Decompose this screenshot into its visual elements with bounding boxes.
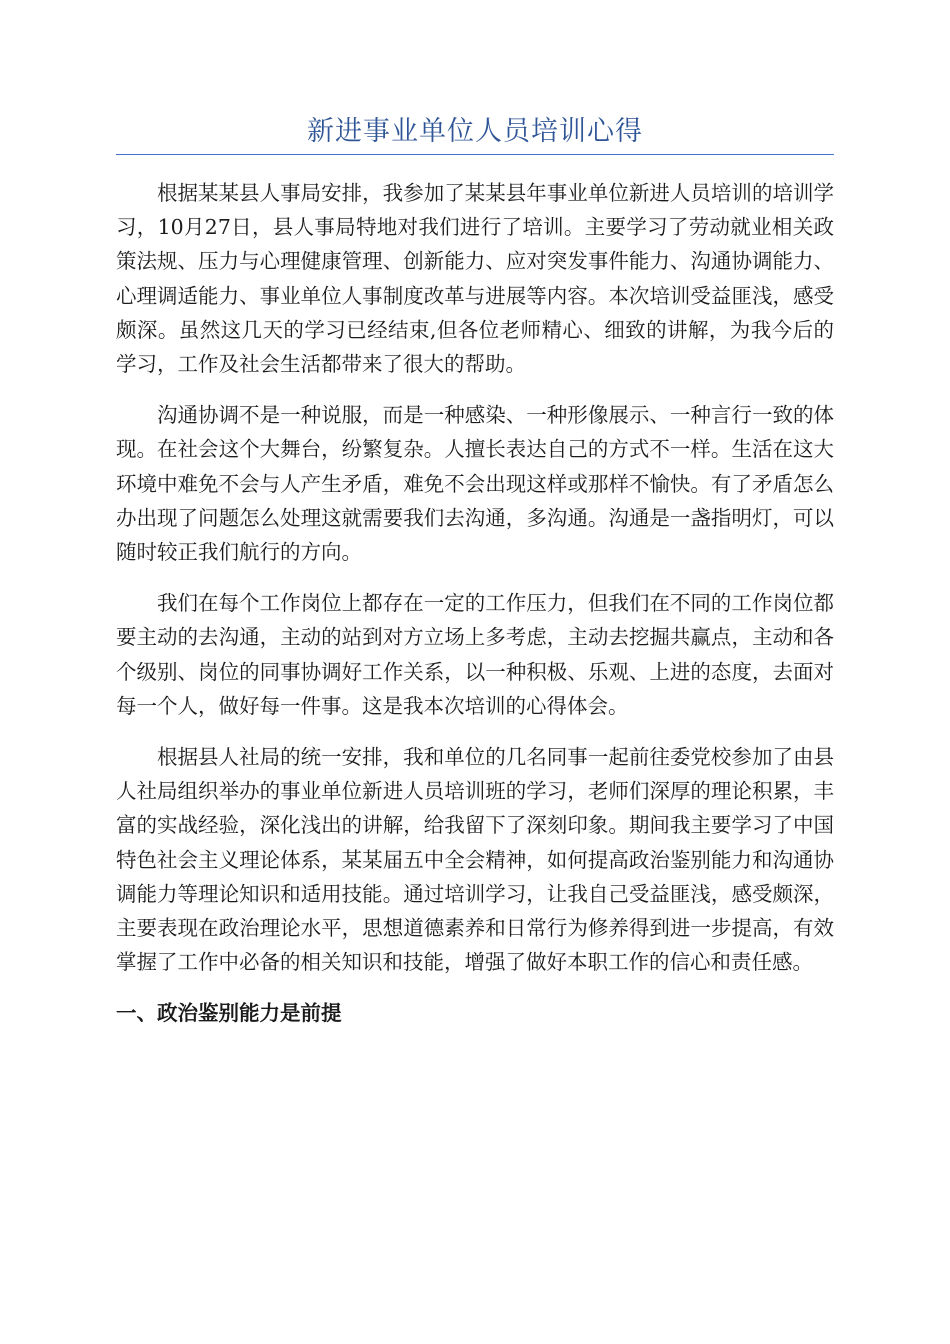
section-heading: 一、政治鉴别能力是前提 — [116, 1001, 342, 1026]
paragraph-4: 根据县人社局的统一安排，我和单位的几名同事一起前往委党校参加了由县人社局组织举办的事业单位新进人员培训班的学习，老师们深厚的理论积累，丰富的实战经验，深化浅出的讲解，给我留下了深刻印象。期间我主要学习了中国特色社会主义理论体系，某某届五中全会精神，如何提高政治鉴别能力和沟通协调能力等理论知识和适用技能。通过培训学习，让我自己受益匪浅，感受颇深，主要表现在政治理论水平，思想道德素养和日常行为修养得到进一步提高，有效掌握了工作中必备的相关知识和技能，增强了做好本职工作的信心和责任感。 — [116, 745, 834, 975]
title-underline — [116, 154, 834, 155]
paragraph-3: 我们在每个工作岗位上都存在一定的工作压力，但我们在不同的工作岗位都要主动的去沟通，主动的站到对方立场上多考虑，主动去挖掘共赢点，主动和各个级别、岗位的同事协调好工作关系，以一种积极、乐观、上进的态度，去面对每一个人，做好每一件事。这是我本次培训的心得体会。 — [116, 591, 834, 718]
document-title: 新进事业单位人员培训心得 — [307, 116, 643, 147]
document-body — [116, 176, 834, 1030]
paragraph-2: 沟通协调不是一种说服，而是一种感染、一种形像展示、一种言行一致的体现。在社会这个大舞台，纷繁复杂。人擅长表达自己的方式不一样。生活在这大环境中难免不会与人产生矛盾，难免不会出现这样或那样不愉快。有了矛盾怎么办出现了问题怎么处理这就需要我们去沟通，多沟通。沟通是一盏指明灯，可以随时较正我们航行的方向。 — [116, 403, 834, 565]
paragraph-1: 根据某某县人事局安排，我参加了某某县年事业单位新进人员培训的培训学习，10月27日，县人事局特地对我们进行了培训。主要学习了劳动就业相关政策法规、压力与心理健康管理、创新能力、应对突发事件能力、沟通协调能力、心理调适能力、事业单位人事制度改革与进展等内容。本次培训受益匪浅，感受颇深。虽然这几天的学习已经结束,但各位老师精心、细致的讲解，为我今后的学习，工作及社会生活都带来了很大的帮助。 — [116, 181, 834, 377]
